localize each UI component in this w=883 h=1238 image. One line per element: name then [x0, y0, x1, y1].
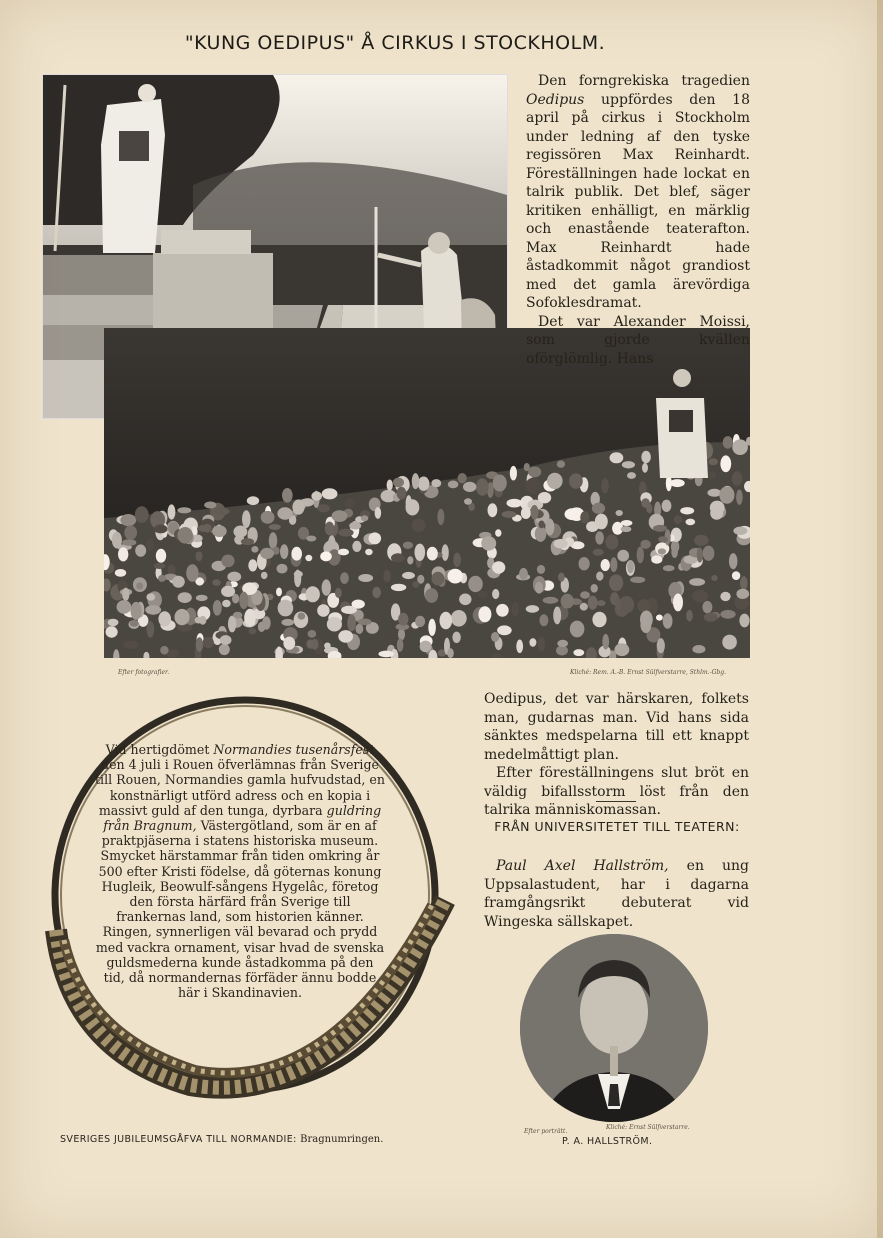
column-2-paragraph-2: Efter föreställningens slut bröt en väldig bifallsstorm löst från den talrika människomassan.	[484, 765, 749, 818]
section-2-text: Paul Axel Hallström, en ung Uppsalastudent, har i dagarna framgångsrikt debuterat vid Wingeska sällskapet.	[484, 858, 750, 930]
column-1-paragraph-2: Det var Alexander Moissi, som gjorde kvällen oförglömlig. Hans	[526, 313, 750, 367]
page-title: "KUNG OEDIPUS" Å CIRKUS I STOCKHOLM.	[184, 32, 606, 54]
portrait-credit-left: Efter porträtt.	[524, 1128, 568, 1135]
column-2-paragraph-1: Oedipus, det var härskaren, folkets man, gudarnas man. Vid hans sida sänktes medspelarna till ett knappt medelmåttigt plan.	[484, 691, 749, 763]
portrait-credit-right: Kliché: Ernst Sülfverstarre.	[606, 1124, 690, 1131]
page-edge-shadow	[877, 0, 883, 1238]
ring-caption: SVERIGES JUBILEUMSGÅFVA TILL NORMANDIE: Bragnumringen.	[60, 1134, 384, 1145]
portrait-caption: P. A. HALLSTRÖM.	[562, 1136, 653, 1147]
section-divider	[596, 801, 636, 802]
photo-credit-left: Efter fotografier.	[118, 669, 170, 676]
ring-description: Vid hertigdömet Normandies tusenårsfest den 4 juli i Rouen öfverlämnas från Sverige till Rouen, Normandies gamla hufvudstad, en konstnärligt utförd adress och en kopia i massivt guld af den tunga, dyrbara guldring från Bragnum, Västergötland, som är en af praktpjäserna i statens historiska museum. Smycket härstammar från tiden omkring år 500 efter Kristi födelse, då göternas konung Hugleik, Beowulf-sångens Hygelâc, företog den första härfärd från Sverige till frankernas land, som historien känner. Ringen, synnerligen väl bevarad och prydd med vackra ornament, visar hvad de svenska guldsmederna kunde åstadkomma på den tid, då normandernas förfäder ännu bodde här i Skandinavien.	[95, 742, 385, 1001]
crowd-photo	[104, 328, 750, 658]
photo-credit-right: Kliché: Rem. A.-B. Ernst Sülfverstarre, Sthlm.-Gbg.	[570, 669, 726, 676]
hallstrom-portrait	[520, 934, 708, 1122]
section-2-heading: FRÅN UNIVERSITETET TILL TEATERN:	[494, 819, 740, 834]
column-1	[526, 72, 750, 368]
column-1-paragraph-1: Den forngrekiska tragedien Oedipus uppfördes den 18 april på cirkus i Stockholm under ledning af den tyske regissören Max Reinhardt. Föreställningen hade lockat en talrik publik. Det blef, säger kritiken enhälligt, en märklig och enastående teaterafton. Max Reinhardt hade åstadkommit något grandiost med det gamla ärevördiga Sofoklesdramat.	[526, 73, 750, 311]
student-name: Paul Axel Hallström,	[496, 858, 669, 874]
